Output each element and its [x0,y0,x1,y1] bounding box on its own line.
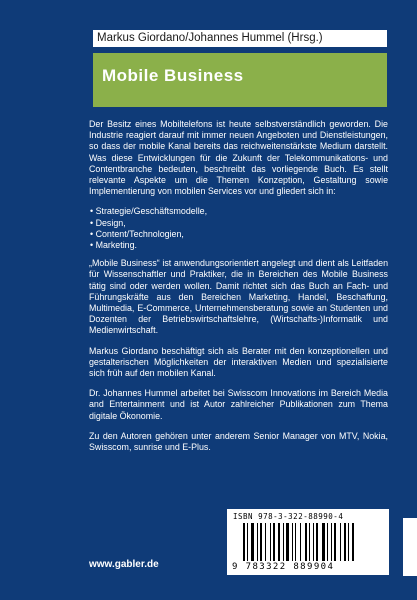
topic-list [89,206,388,251]
barcode-stripe [352,523,354,561]
barcode-stripe [273,523,275,561]
barcode-stripe [322,523,325,561]
ean-number: 9 783322 889904 [232,562,335,572]
paragraph-contributors: Zu den Autoren gehören unter anderem Senior Manager von MTV, Nokia, Swisscom, sunrise und E-Plus. [89,430,388,453]
barcode-bars [243,523,377,561]
barcode-stripe [309,523,310,561]
list-item: • Design, [89,218,388,229]
isbn-label: ISBN 978-3-322-88990-4 [233,512,344,521]
barcode-stripe [260,523,262,561]
barcode-stripe [265,523,266,561]
blurb [89,119,388,462]
barcode-stripe [313,523,314,561]
paragraph-intro: Der Besitz eines Mobiltelefons ist heute selbstverständlich geworden. Die Industrie reagiert darauf mit immer neuen Angeboten und Dienstleistungen, so dass der mobile Kanal bereits das reichweitenstärkste Medium darstellt. Was diese Entwicklungen für die Zukunft der Telekommunikations- und Contentbranche bedeuten, beschreibt das vorliegende Buch. Es stellt relevante Aspekte um die Themen Konzeption, Gestaltung sowie Implementierung von mobilen Services vor und gliedert sich in: [89,119,388,197]
paragraph-audience: „Mobile Business“ ist anwendungsorientiert angelegt und dient als Leitfaden für Wissenschaftler und Praktiker, die in Bereichen des Mobile Business tätig sind oder werden wollen. Damit richtet sich das Buch an Fach- und Führungskräfte aus den Bereichen Marketing, Handel, Beschaffung, Multimedia, E-Commerce, Unternehmensberatung sowie an Studenten und Dozenten der Betriebswirtschaftslehre, (Wirtschafts-)Informatik und Medienwirtschaft. [89,258,388,336]
book-title: Mobile Business [93,53,387,107]
barcode-stripe [300,523,301,561]
list-item: • Marketing. [89,240,388,251]
barcode-stripe [316,523,318,561]
edge-tab [403,518,417,576]
list-item: • Content/Technologien, [89,229,388,240]
barcode-stripe [344,523,346,561]
barcode-stripe [247,523,248,561]
barcode-stripe [327,523,328,561]
list-item: • Strategie/Geschäftsmodelle, [89,206,388,217]
barcode-stripe [243,523,245,561]
barcode-stripe [295,523,296,561]
barcode-stripe [257,523,258,561]
barcode-stripe [331,523,332,561]
barcode [227,509,389,575]
paragraph-hummel: Dr. Johannes Hummel arbeitet bei Swisscom Innovations im Bereich Media and Entertainment und ist Autor zahlreicher Publikationen zum Thema digitale Ökonomie. [89,388,388,421]
barcode-stripe [251,523,254,561]
paragraph-giordano: Markus Giordano beschäftigt sich als Berater mit den konzeptionellen und gestalterischen Möglichkeiten der interaktiven Medien und spezialisierte sich früh auf den mobilen Kanal. [89,345,388,379]
barcode-stripe [283,523,284,561]
barcode-stripe [270,523,271,561]
barcode-stripe [278,523,280,561]
barcode-stripe [292,523,293,561]
barcode-stripe [340,523,341,561]
authors-bar: Markus Giordano/Johannes Hummel (Hrsg.) [93,30,387,47]
publisher-url[interactable]: www.gabler.de [89,559,159,570]
barcode-stripe [286,523,289,561]
barcode-stripe [334,523,336,561]
barcode-stripe [305,523,307,561]
barcode-stripe [348,523,349,561]
